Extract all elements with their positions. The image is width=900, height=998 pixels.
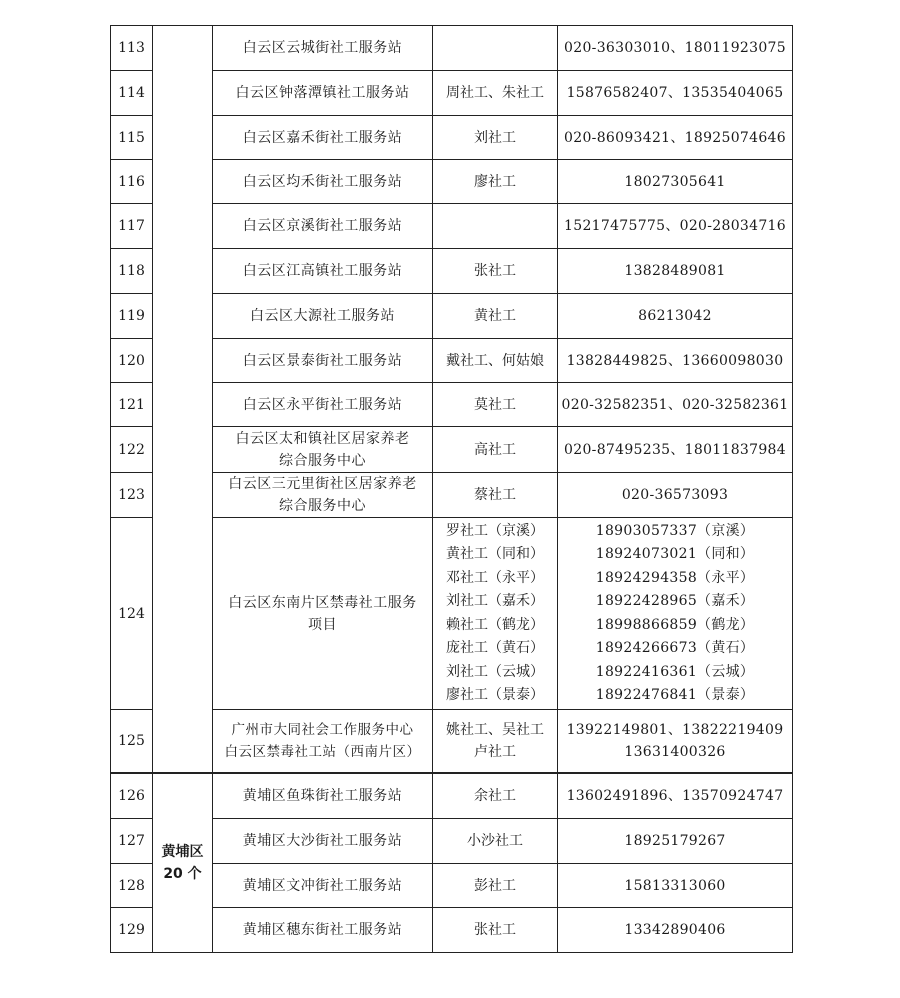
district-cell-huangpu: 黄埔区 20 个 bbox=[153, 773, 213, 953]
phone-number: 18924266673（黄石） bbox=[595, 640, 755, 656]
station-name: 白云区太和镇社区居家养老 综合服务中心 bbox=[213, 427, 433, 473]
contact-person: 小沙社工 bbox=[433, 819, 558, 864]
contact-person: 庞社工（黄石） bbox=[446, 640, 544, 656]
table-row bbox=[111, 473, 793, 518]
contact-person bbox=[433, 204, 558, 249]
station-name: 广州市大同社会工作服务中心 白云区禁毒社工站（西南片区） bbox=[213, 710, 433, 773]
contact-person: 张社工 bbox=[433, 908, 558, 953]
contact-person: 刘社工（云城） bbox=[446, 663, 544, 680]
service-station-table bbox=[110, 25, 793, 953]
table-row bbox=[111, 864, 793, 908]
phone-number: 15876582407、13535404065 bbox=[558, 71, 793, 116]
contact-person: 廖社工 bbox=[433, 160, 558, 204]
contact-person: 张社工 bbox=[433, 249, 558, 294]
phone-number-list bbox=[558, 518, 793, 710]
contact-person: 彭社工 bbox=[433, 864, 558, 908]
station-name: 白云区嘉禾街社工服务站 bbox=[213, 116, 433, 160]
station-name: 黄埔区文冲街社工服务站 bbox=[213, 864, 433, 908]
station-name: 白云区大源社工服务站 bbox=[213, 294, 433, 339]
phone-number: 18922428965（嘉禾） bbox=[595, 593, 755, 609]
row-number: 120 bbox=[111, 339, 153, 383]
table-row bbox=[111, 908, 793, 953]
contact-person: 黄社工 bbox=[433, 294, 558, 339]
table-row bbox=[111, 116, 793, 160]
phone-number: 13828449825、13660098030 bbox=[558, 339, 793, 383]
station-name: 白云区东南片区禁毒社工服务 项目 bbox=[213, 518, 433, 710]
phone-number: 18924073021（同和） bbox=[595, 546, 755, 562]
row-number: 122 bbox=[111, 427, 153, 473]
phone-number: 020-36303010、18011923075 bbox=[558, 26, 793, 71]
phone-number: 18998866859（鹤龙） bbox=[595, 616, 755, 633]
contact-person bbox=[433, 26, 558, 71]
contact-person: 罗社工（京溪） bbox=[446, 522, 544, 539]
district-cell-baiyun bbox=[153, 26, 213, 773]
phone-number: 13828489081 bbox=[558, 249, 793, 294]
phone-number: 020-36573093 bbox=[558, 473, 793, 518]
table-row bbox=[111, 427, 793, 473]
station-name: 白云区景泰街社工服务站 bbox=[213, 339, 433, 383]
phone-number: 86213042 bbox=[558, 294, 793, 339]
contact-person: 赖社工（鹤龙） bbox=[446, 616, 544, 633]
row-number: 129 bbox=[111, 908, 153, 953]
table-row bbox=[111, 339, 793, 383]
table-row bbox=[111, 294, 793, 339]
contact-person: 戴社工、何姑娘 bbox=[433, 339, 558, 383]
station-name: 白云区钟落潭镇社工服务站 bbox=[213, 71, 433, 116]
station-name: 黄埔区穗东街社工服务站 bbox=[213, 908, 433, 953]
table-row bbox=[111, 819, 793, 864]
row-number: 119 bbox=[111, 294, 153, 339]
station-name: 白云区京溪街社工服务站 bbox=[213, 204, 433, 249]
row-number: 123 bbox=[111, 473, 153, 518]
phone-number: 15217475775、020-28034716 bbox=[558, 204, 793, 249]
row-number: 124 bbox=[111, 518, 153, 710]
table-row bbox=[111, 204, 793, 249]
station-name: 黄埔区鱼珠街社工服务站 bbox=[213, 773, 433, 819]
row-number: 114 bbox=[111, 71, 153, 116]
table-row bbox=[111, 160, 793, 204]
phone-number: 18903057337（京溪） bbox=[595, 522, 755, 539]
row-number: 128 bbox=[111, 864, 153, 908]
phone-number: 13602491896、13570924747 bbox=[558, 773, 793, 819]
station-name: 白云区均禾街社工服务站 bbox=[213, 160, 433, 204]
row-number: 127 bbox=[111, 819, 153, 864]
phone-number: 020-87495235、18011837984 bbox=[558, 427, 793, 473]
row-number: 117 bbox=[111, 204, 153, 249]
row-number: 115 bbox=[111, 116, 153, 160]
phone-number: 18027305641 bbox=[558, 160, 793, 204]
table-row bbox=[111, 710, 793, 773]
station-name: 白云区永平街社工服务站 bbox=[213, 383, 433, 427]
contact-person: 姚社工、吴社工 卢社工 bbox=[433, 710, 558, 773]
phone-number: 18922476841（景泰） bbox=[595, 687, 755, 703]
contact-person: 高社工 bbox=[433, 427, 558, 473]
contact-person: 刘社工 bbox=[433, 116, 558, 160]
table-row bbox=[111, 26, 793, 71]
station-name: 白云区云城街社工服务站 bbox=[213, 26, 433, 71]
contact-person: 黄社工（同和） bbox=[446, 546, 544, 562]
row-number: 125 bbox=[111, 710, 153, 773]
phone-number: 13342890406 bbox=[558, 908, 793, 953]
contact-person: 蔡社工 bbox=[433, 473, 558, 518]
row-number: 118 bbox=[111, 249, 153, 294]
phone-number: 18922416361（云城） bbox=[595, 663, 755, 680]
row-number: 116 bbox=[111, 160, 153, 204]
table-row bbox=[111, 773, 793, 819]
phone-number: 020-32582351、020-32582361 bbox=[558, 383, 793, 427]
station-name: 黄埔区大沙街社工服务站 bbox=[213, 819, 433, 864]
contact-person: 余社工 bbox=[433, 773, 558, 819]
table-row bbox=[111, 249, 793, 294]
row-number: 113 bbox=[111, 26, 153, 71]
contact-person: 刘社工（嘉禾） bbox=[446, 593, 544, 609]
contact-person-list bbox=[433, 518, 558, 710]
phone-number: 020-86093421、18925074646 bbox=[558, 116, 793, 160]
contact-person: 邓社工（永平） bbox=[446, 569, 544, 586]
contact-person: 莫社工 bbox=[433, 383, 558, 427]
phone-number: 18925179267 bbox=[558, 819, 793, 864]
station-name: 白云区三元里街社区居家养老 综合服务中心 bbox=[213, 473, 433, 518]
station-name: 白云区江高镇社工服务站 bbox=[213, 249, 433, 294]
table-row bbox=[111, 71, 793, 116]
row-number: 121 bbox=[111, 383, 153, 427]
table-row bbox=[111, 518, 793, 710]
phone-number: 15813313060 bbox=[558, 864, 793, 908]
row-number: 126 bbox=[111, 773, 153, 819]
phone-number: 13922149801、13822219409 13631400326 bbox=[558, 710, 793, 773]
table-row bbox=[111, 383, 793, 427]
contact-person: 廖社工（景泰） bbox=[446, 687, 544, 703]
phone-number: 18924294358（永平） bbox=[595, 569, 755, 586]
contact-person: 周社工、朱社工 bbox=[433, 71, 558, 116]
